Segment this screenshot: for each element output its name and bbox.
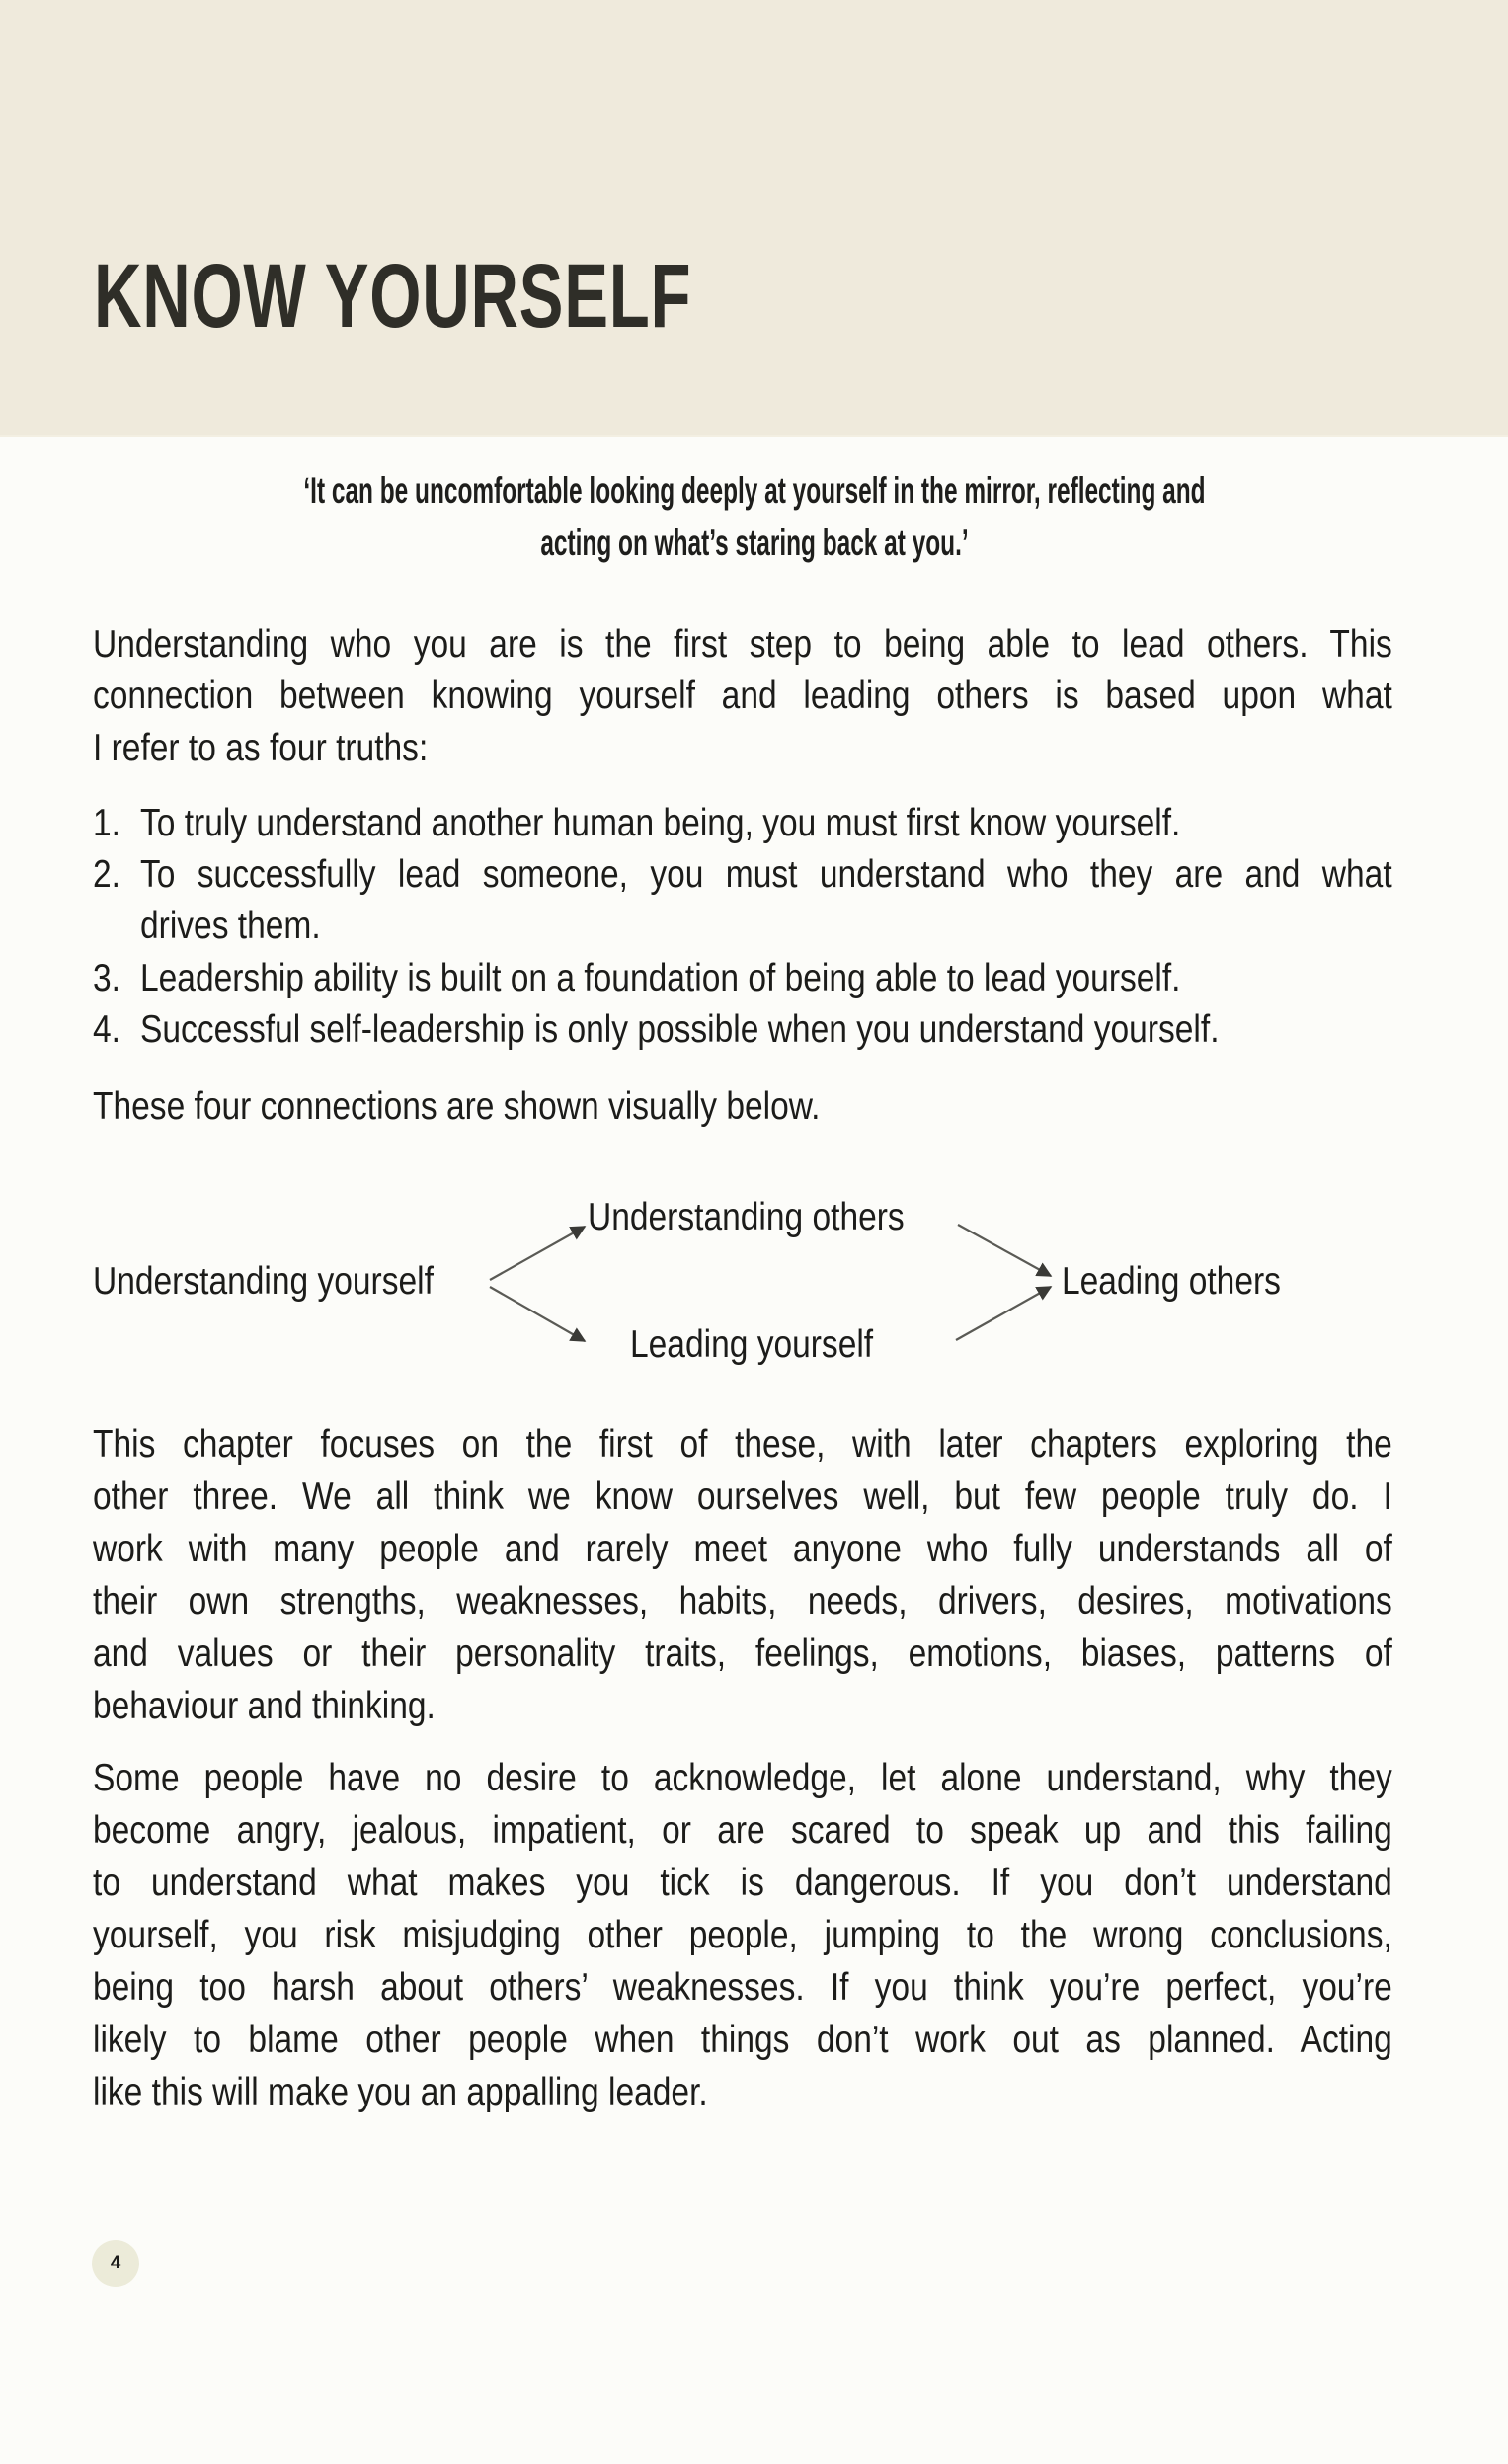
quote-line: ‘It can be uncomfortable looking deeply at yourself in the mirror, reflecting and xyxy=(303,470,1206,511)
text-line: to understand what makes you tick is dangerous. If you don’t understand xyxy=(93,1862,1392,1904)
text-line: yourself, you risk misjudging other people, jumping to the wrong conclusions, xyxy=(93,1914,1392,1956)
list-text: drives them. xyxy=(140,905,321,947)
arrow-icon xyxy=(958,1225,1051,1276)
list-number: 3. xyxy=(93,957,120,999)
quote-line: acting on what’s staring back at you.’ xyxy=(540,522,969,563)
text-line: This chapter focuses on the first of these, with later chapters exploring the xyxy=(93,1423,1392,1466)
text-line: behaviour and thinking. xyxy=(93,1685,436,1727)
list-text: Successful self-leadership is only possible when you understand yourself. xyxy=(140,1008,1220,1051)
text-line: being too harsh about others’ weaknesses. If you think you’re perfect, you’re xyxy=(93,1966,1392,2009)
arrow-icon xyxy=(490,1227,585,1280)
text-line: their own strengths, weaknesses, habits, needs, drivers, desires, motivations xyxy=(93,1580,1392,1623)
node-leading-others: Leading others xyxy=(1062,1260,1281,1303)
text-line: Understanding who you are is the first step to being able to lead others. This xyxy=(93,623,1392,666)
text-line: likely to blame other people when things don’t work out as planned. Acting xyxy=(93,2019,1392,2061)
list-text: To truly understand another human being, you must first know yourself. xyxy=(140,802,1181,844)
arrow-icon xyxy=(490,1287,585,1341)
text-line: Some people have no desire to acknowledge, let alone understand, why they xyxy=(93,1757,1392,1799)
list-text: To successfully lead someone, you must understand who they are and what xyxy=(140,853,1392,896)
list-text: Leadership ability is built on a foundation of being able to lead yourself. xyxy=(140,957,1181,999)
text-line: I refer to as four truths: xyxy=(93,727,429,769)
connections-intro: These four connections are shown visually below. xyxy=(93,1085,821,1128)
list-number: 2. xyxy=(93,853,120,896)
node-understanding-others: Understanding others xyxy=(588,1196,905,1238)
page-number: 4 xyxy=(110,2253,121,2273)
node-leading-yourself: Leading yourself xyxy=(630,1323,874,1366)
page-number-badge xyxy=(92,2240,139,2287)
text-line: and values or their personality traits, feelings, emotions, biases, patterns of xyxy=(93,1632,1392,1675)
list-number: 1. xyxy=(93,802,120,844)
text-line: other three. We all think we know ourselves well, but few people truly do. I xyxy=(93,1475,1392,1518)
arrow-icon xyxy=(956,1287,1051,1340)
text-line: become angry, jealous, impatient, or are scared to speak up and this failing xyxy=(93,1809,1392,1852)
chapter-header-band xyxy=(0,0,1508,437)
text-line: connection between knowing yourself and leading others is based upon what xyxy=(93,675,1392,717)
list-number: 4. xyxy=(93,1008,120,1051)
text-line: work with many people and rarely meet anyone who fully understands all of xyxy=(93,1528,1392,1570)
chapter-title: KNOW YOURSELF xyxy=(94,246,692,347)
text-line: like this will make you an appalling leader. xyxy=(93,2071,708,2113)
node-understanding-yourself: Understanding yourself xyxy=(93,1260,434,1303)
